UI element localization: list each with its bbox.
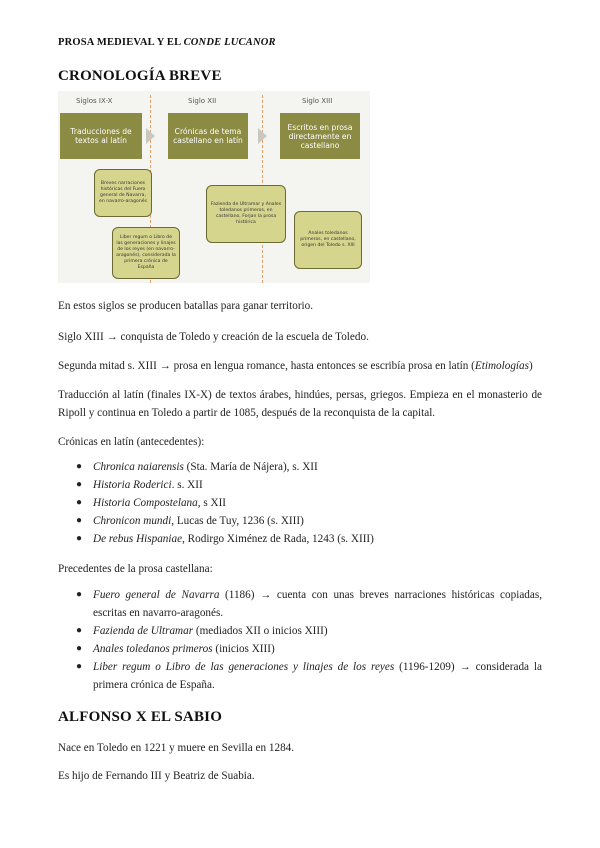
- running-head: PROSA MEDIEVAL Y EL CONDE LUCANOR: [58, 37, 276, 48]
- era-label-xiii: Siglo XIII: [302, 97, 333, 105]
- bullet-icon: ●: [76, 479, 83, 490]
- list-item: ● Fuero general de Navarra (1186) → cuenta con unas breves narraciones históricas copiadas, escritas en navarro-aragonés.: [58, 586, 542, 622]
- bullet-icon: ●: [76, 533, 83, 544]
- section-title-cronologia: CRONOLOGÍA BREVE: [58, 68, 222, 84]
- list-item: ● Anales toledanos primeros (inicios XIII): [58, 640, 542, 658]
- list-item: ● Liber regum o Libro de las generaciones y linajes de los reyes (1196-1209) → considerada la primera crónica de España.: [58, 658, 542, 694]
- latin-chronicles-list: [58, 458, 542, 548]
- timeline-note: Anales toledanos primeros, en castellano, origen del Toledo s. XIII: [294, 211, 362, 269]
- paragraph: Siglo XIII → conquista de Toledo y creación de la escuela de Toledo.: [58, 331, 369, 343]
- paragraph: Precedentes de la prosa castellana:: [58, 563, 213, 575]
- era-label-ix-x: Siglos IX-X: [76, 97, 113, 105]
- arrow-right-icon: [146, 128, 155, 144]
- list-item: ● Historia Roderici. s. XII: [58, 476, 542, 494]
- bullet-icon: ●: [76, 515, 83, 526]
- paragraph: En estos siglos se producen batallas para ganar territorio.: [58, 300, 314, 312]
- list-item: ● Chronicon mundi, Lucas de Tuy, 1236 (s. XIII): [58, 512, 542, 530]
- stage-prose-castilian: Escritos en prosa directamente en castellano: [280, 113, 360, 159]
- timeline-diagram: [58, 91, 370, 283]
- list-item: ● Chronica naiarensis (Sta. María de Nájera), s. XII: [58, 458, 542, 476]
- timeline-note: Fazienda de Ultramar y Anales toledanos primeros, en castellano, Forjan la prosa histórica: [206, 185, 286, 243]
- bullet-icon: ●: [76, 643, 83, 654]
- paragraph: Segunda mitad s. XIII → prosa en lengua romance, hasta entonces se escribía prosa en latín (Etimologías): [58, 360, 533, 372]
- paragraph: Traducción al latín (finales IX-X) de textos árabes, hindúes, persas, griegos. Empieza en el monasterio de Ripoll y continua en Toledo a partir de 1085, después de la reconquista de la capital.: [58, 389, 542, 419]
- arrow-right-icon: [258, 128, 267, 144]
- stage-castilian-chronicles-latin: Crónicas de tema castellano en latín: [168, 113, 248, 159]
- paragraph: Crónicas en latín (antecedentes):: [58, 436, 205, 448]
- paragraph: Es hijo de Fernando III y Beatriz de Suabia.: [58, 770, 255, 782]
- list-item: ● De rebus Hispaniae, Rodirgo Ximénez de Rada, 1243 (s. XIII): [58, 530, 542, 548]
- list-item: ● Fazienda de Ultramar (mediados XII o inicios XIII): [58, 622, 542, 640]
- bullet-icon: ●: [76, 497, 83, 508]
- timeline-note: Liber regum o Libro de las generaciones y linajes de los reyes (en navarro-aragonés), considerada la primera crónica de España: [112, 227, 180, 279]
- castilian-precedents-list: [58, 586, 542, 694]
- paragraph: Nace en Toledo en 1221 y muere en Sevilla en 1284.: [58, 742, 295, 754]
- bullet-icon: ●: [76, 461, 83, 472]
- stage-translations-latin: Traducciones de textos al latín: [60, 113, 142, 159]
- timeline-note: Breves narraciones históricas del Fuero general de Navarra, en navarro-aragonés: [94, 169, 152, 217]
- era-label-xii: Siglo XII: [188, 97, 217, 105]
- list-item: ● Historia Compostelana, s XII: [58, 494, 542, 512]
- bullet-icon: ●: [76, 661, 83, 672]
- bullet-icon: ●: [76, 589, 83, 600]
- section-title-alfonso: ALFONSO X EL SABIO: [58, 709, 223, 725]
- bullet-icon: ●: [76, 625, 83, 636]
